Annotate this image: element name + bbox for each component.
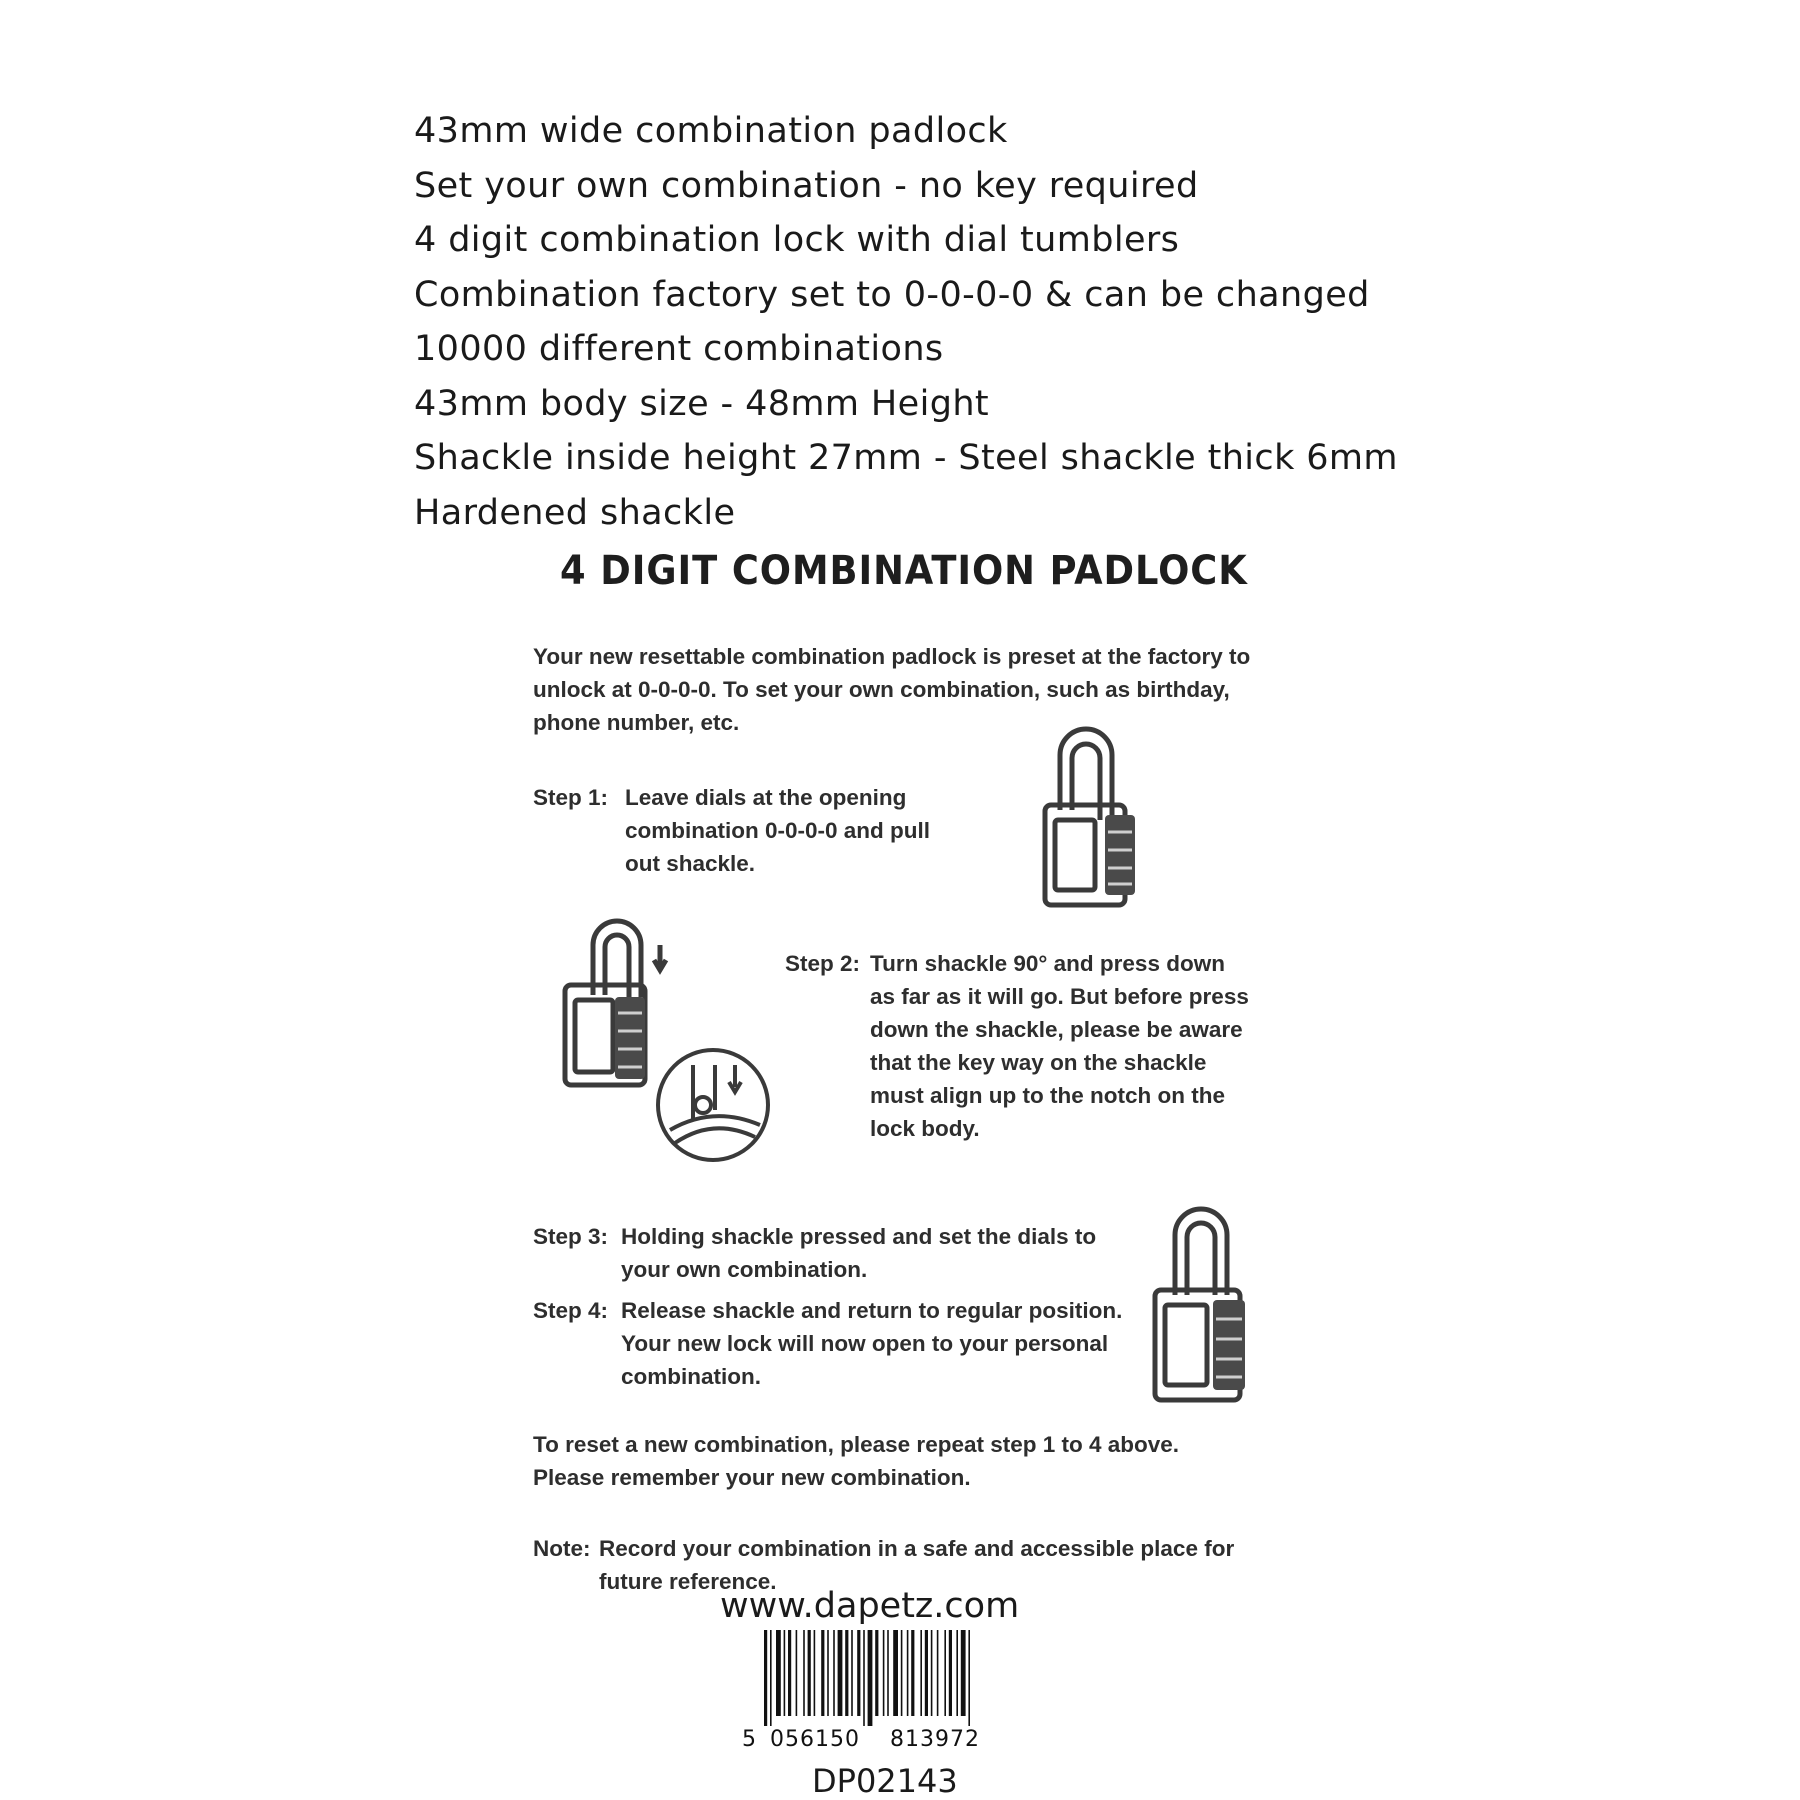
reset-instructions: To reset a new combination, please repeat step 1 to 4 above. Please remember your new combination. bbox=[533, 1432, 1180, 1490]
feature-line: Set your own combination - no key required bbox=[414, 165, 1199, 206]
barcode-digit-first: 5 bbox=[742, 1727, 756, 1752]
feature-line: 4 digit combination lock with dial tumblers bbox=[414, 220, 1180, 260]
padlock-press-icon bbox=[555, 905, 785, 1165]
padlock-open-icon bbox=[1030, 720, 1150, 920]
step-label: Step 3: bbox=[533, 1224, 609, 1249]
feature-line: 43mm body size - 48mm Height bbox=[414, 383, 990, 424]
barcode-digits-right: 813972 bbox=[890, 1727, 980, 1752]
feature-line: Hardened shackle bbox=[414, 492, 736, 533]
step-label: Step 1: bbox=[533, 785, 609, 810]
step-label: Step 4: bbox=[533, 1298, 609, 1323]
barcode-digits-left: 056150 bbox=[770, 1727, 860, 1752]
website-url: www.dapetz.com bbox=[720, 1586, 1020, 1626]
step-text: Turn shackle 90° and press down as far as it will go. But before press down the shackle, please be aware that the key way on the shackle must align up to the notch on the lock body. bbox=[870, 951, 1249, 1141]
step-text: Release shackle and return to regular position. Your new lock will now open to your personal combination. bbox=[621, 1298, 1123, 1389]
feature-line: 43mm wide combination padlock bbox=[414, 111, 1008, 151]
feature-line: Combination factory set to 0-0-0-0 & can be changed bbox=[414, 274, 1370, 315]
step-label: Step 2: bbox=[785, 951, 861, 976]
product-code: DP02143 bbox=[812, 1762, 958, 1800]
step-text: Leave dials at the opening combination 0-0-0-0 and pull out shackle. bbox=[625, 785, 931, 876]
feature-line: 10000 different combinations bbox=[414, 329, 944, 369]
instructions-intro: Your new resettable combination padlock is preset at the factory to unlock at 0-0-0-0. To set your own combination, such as birthday, phone number, etc. bbox=[533, 644, 1251, 735]
barcode-icon bbox=[742, 1630, 1014, 1726]
feature-line: Shackle inside height 27mm - Steel shackle thick 6mm bbox=[414, 438, 1398, 478]
feature-list bbox=[414, 104, 1398, 540]
note-text: Record your combination in a safe and accessible place for future reference. bbox=[599, 1536, 1235, 1594]
instructions-title: 4 DIGIT COMBINATION PADLOCK bbox=[560, 548, 1248, 594]
note-label: Note: bbox=[533, 1536, 591, 1561]
padlock-closed-icon bbox=[1145, 1195, 1265, 1415]
step-text: Holding shackle pressed and set the dials to your own combination. bbox=[621, 1224, 1097, 1282]
